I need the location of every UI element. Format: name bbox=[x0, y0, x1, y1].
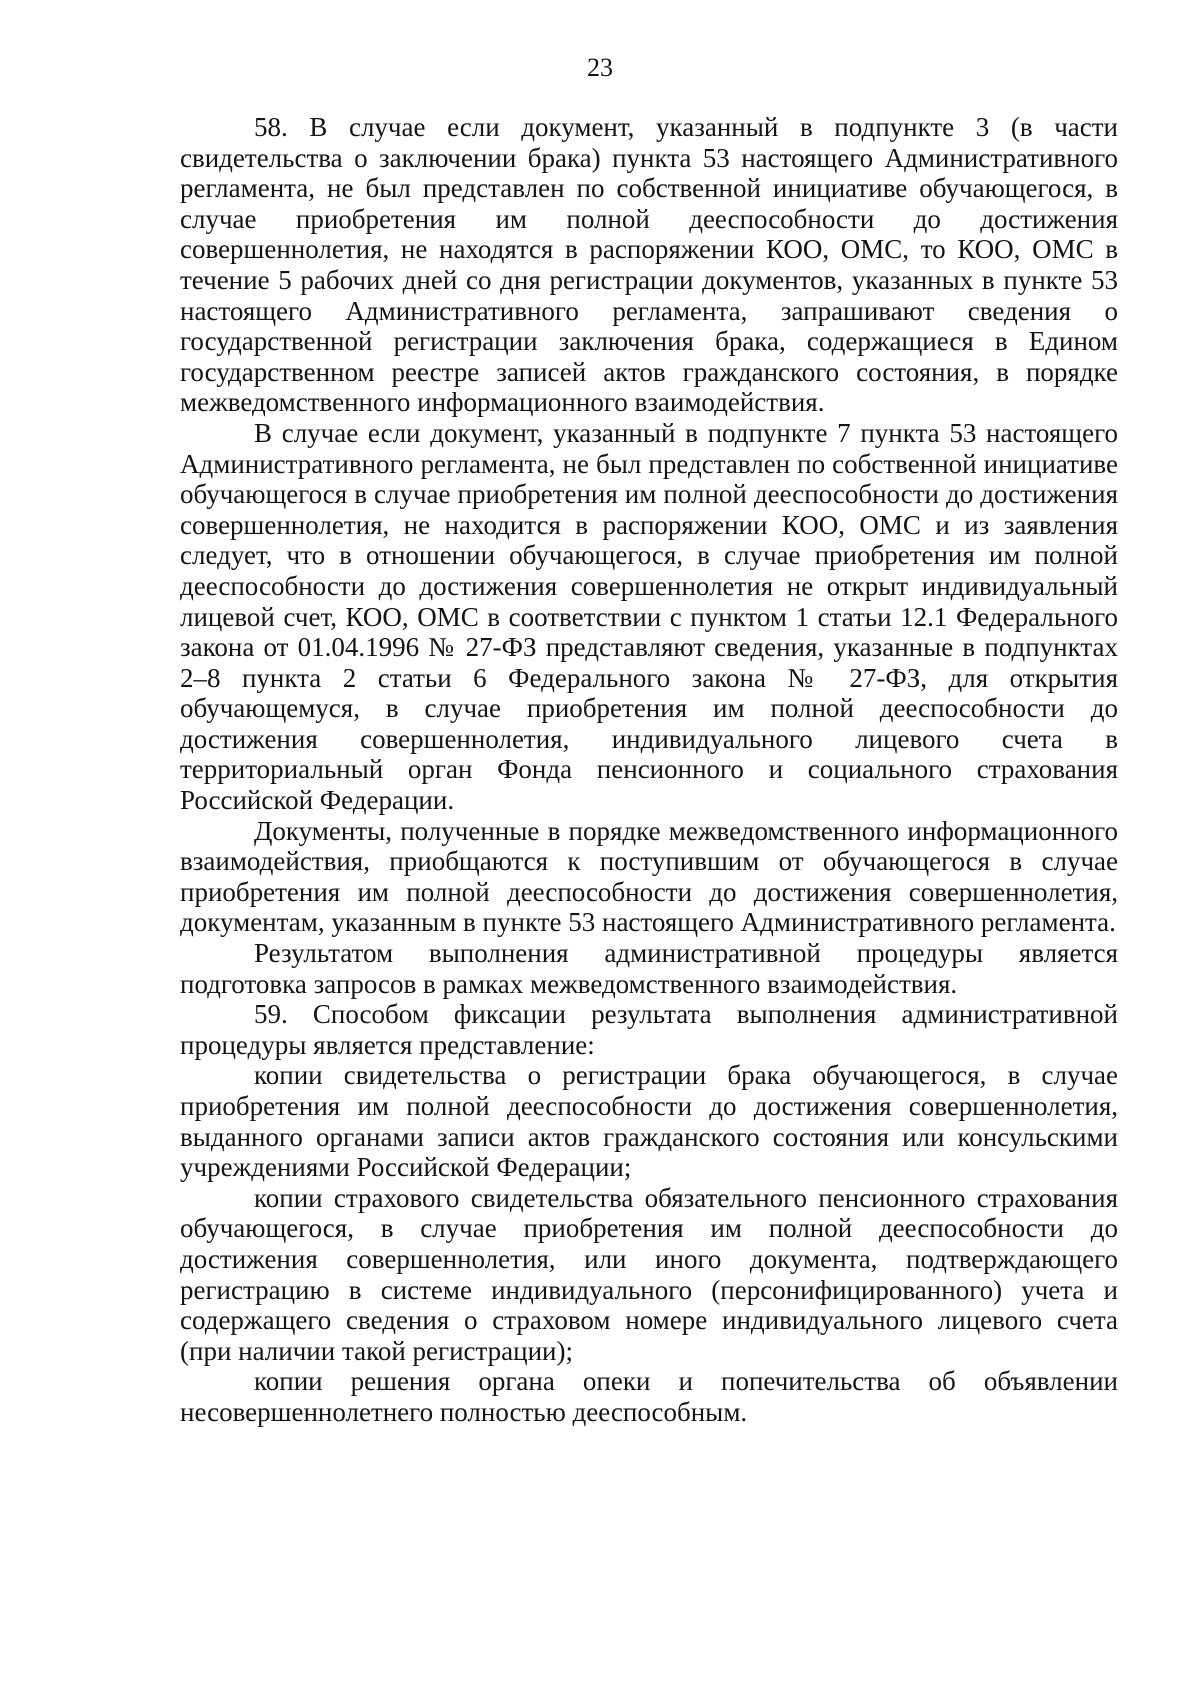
paragraph-snils-request: В случае если документ, указанный в подпункте 7 пункта 53 настоящего Административного регламента, не был представлен по собственной инициативе обучающегося в случае приобретения им полной дееспособности до достижения совершеннолетия, не находится в распоряжении КОО, ОМС и из заявления следует, что в отношении обучающегося, в случае приобретения им полной дееспособности до достижения совершеннолетия не открыт индивидуальный лицевой счет, КОО, ОМС в соответствии с пунктом 1 статьи 12.1 Федерального закона от 01.04.1996 № 27-ФЗ представляют сведения, указанные в подпунктах 2–8 пункта 2 статьи 6 Федерального закона № 27-ФЗ, для открытия обучающемуся, в случае приобретения им полной дееспособности до достижения совершеннолетия, индивидуального лицевого счета в территориальный орган Фонда пенсионного и социального страхования Российской Федерации. bbox=[180, 417, 1118, 816]
list-item-guardianship-decision: копии решения органа опеки и попечительства об объявлении несовершеннолетнего полностью дееспособным. bbox=[180, 1366, 1118, 1427]
paragraph-58: 58. В случае если документ, указанный в подпункте 3 (в части свидетельства о заключении брака) пункта 53 настоящего Административного регламента, не был представлен по собственной инициативе обучающегося, в случае приобретения им полной дееспособности до достижения совершеннолетия, не находятся в распоряжении КОО, ОМС, то КОО, ОМС в течение 5 рабочих дней со дня регистрации документов, указанных в пункте 53 настоящего Административного регламента, запрашивают сведения о государственной регистрации заключения брака, содержащиеся в Едином государственном реестре записей актов гражданского состояния, в порядке межведомственного информационного взаимодействия. bbox=[180, 112, 1118, 418]
paragraph-59: 59. Способом фиксации результата выполнения административной процедуры является представление: bbox=[180, 999, 1118, 1060]
list-item-insurance-certificate: копии страхового свидетельства обязательного пенсионного страхования обучающегося, в случае приобретения им полной дееспособности до достижения совершеннолетия, или иного документа, подтверждающего регистрацию в системе индивидуального (персонифицированного) учета и содержащего сведения о страховом номере индивидуального лицевого счета (при наличии такой регистрации); bbox=[180, 1182, 1118, 1366]
list-item-marriage-certificate: копии свидетельства о регистрации брака обучающегося, в случае приобретения им полной дееспособности до достижения совершеннолетия, выданного органами записи актов гражданского состояния или консульскими учреждениями Российской Федерации; bbox=[180, 1060, 1118, 1183]
document-body bbox=[180, 112, 1118, 1428]
page-number: 23 bbox=[587, 53, 613, 82]
paragraph-interagency-documents: Документы, полученные в порядке межведомственного информационного взаимодействия, приобщаются к поступившим от обучающегося в случае приобретения им полной дееспособности до достижения совершеннолетия, документам, указанным в пункте 53 настоящего Административного регламента. bbox=[180, 815, 1118, 938]
paragraph-procedure-result: Результатом выполнения административной процедуры является подготовка запросов в рамках межведомственного взаимодействия. bbox=[180, 938, 1118, 999]
